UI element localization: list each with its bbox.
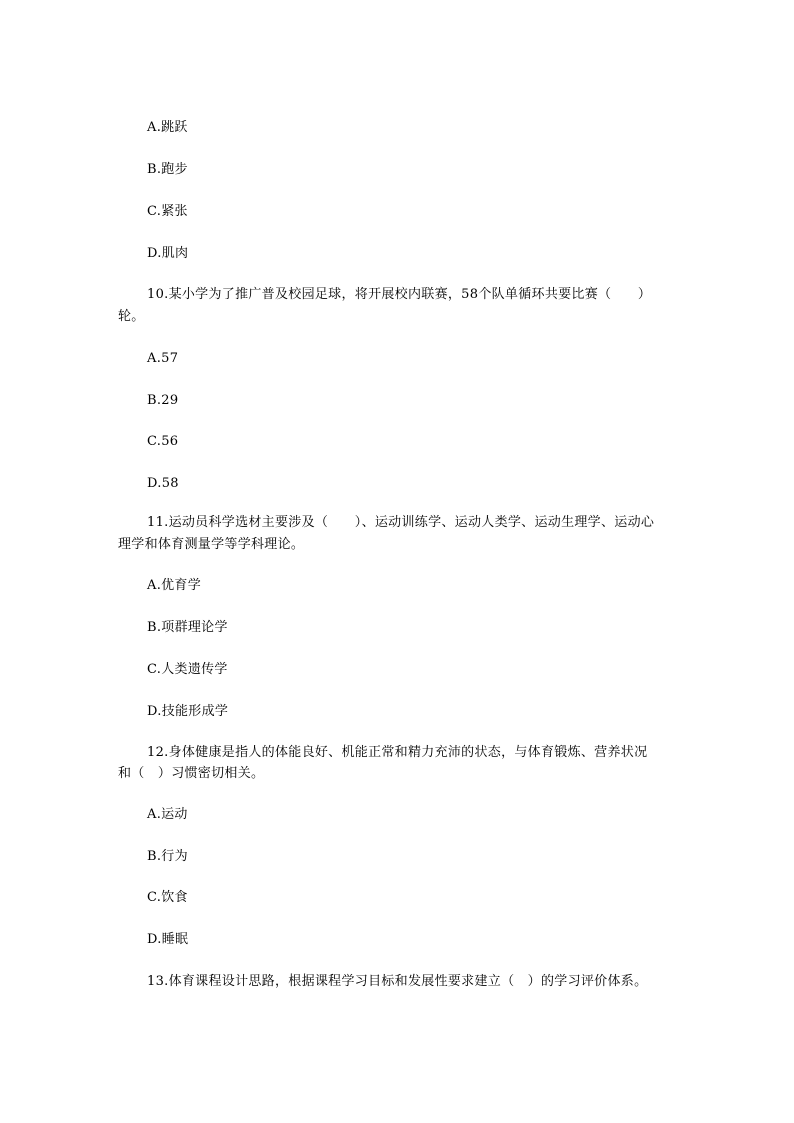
q9-option-c: C.紧张: [147, 204, 188, 219]
q11-stem-line-2: 理学和体育测量学等学科理论。: [118, 537, 305, 552]
q10-option-d: D.58: [147, 476, 179, 491]
q12-stem-line-2: 和（ ）习惯密切相关。: [118, 766, 265, 781]
q12-option-d: D.睡眠: [147, 932, 189, 947]
q13-stem-line-1: 13.体育课程设计思路，根据课程学习目标和发展性要求建立（ ）的学习评价体系。: [147, 974, 648, 989]
q10-stem-line-2: 轮。: [118, 309, 145, 324]
q11-option-c: C.人类遗传学: [147, 662, 228, 677]
q10-option-a: A.57: [147, 351, 179, 366]
q12-option-a: A.运动: [147, 807, 188, 822]
q12-stem-line-1: 12.身体健康是指人的体能良好、机能正常和精力充沛的状态，与体育锻炼、营养状况: [147, 745, 648, 760]
q10-option-c: C.56: [147, 434, 179, 449]
q11-option-b: B.项群理论学: [147, 620, 228, 635]
q10-stem-line-1: 10.某小学为了推广普及校园足球，将开展校内联赛，58个队单循环共要比赛（ ）: [147, 287, 652, 302]
q9-option-d: D.肌肉: [147, 246, 189, 261]
q10-option-b: B.29: [147, 393, 179, 408]
q12-option-b: B.行为: [147, 849, 188, 864]
q11-stem-line-1: 11.运动员科学选材主要涉及（ ）、运动训练学、运动人类学、运动生理学、运动心: [147, 515, 655, 530]
q9-option-a: A.跳跃: [147, 120, 188, 135]
q12-option-c: C.饮食: [147, 890, 188, 905]
q9-option-b: B.跑步: [147, 162, 188, 177]
q11-option-d: D.技能形成学: [147, 704, 229, 719]
q11-option-a: A.优育学: [147, 578, 202, 593]
